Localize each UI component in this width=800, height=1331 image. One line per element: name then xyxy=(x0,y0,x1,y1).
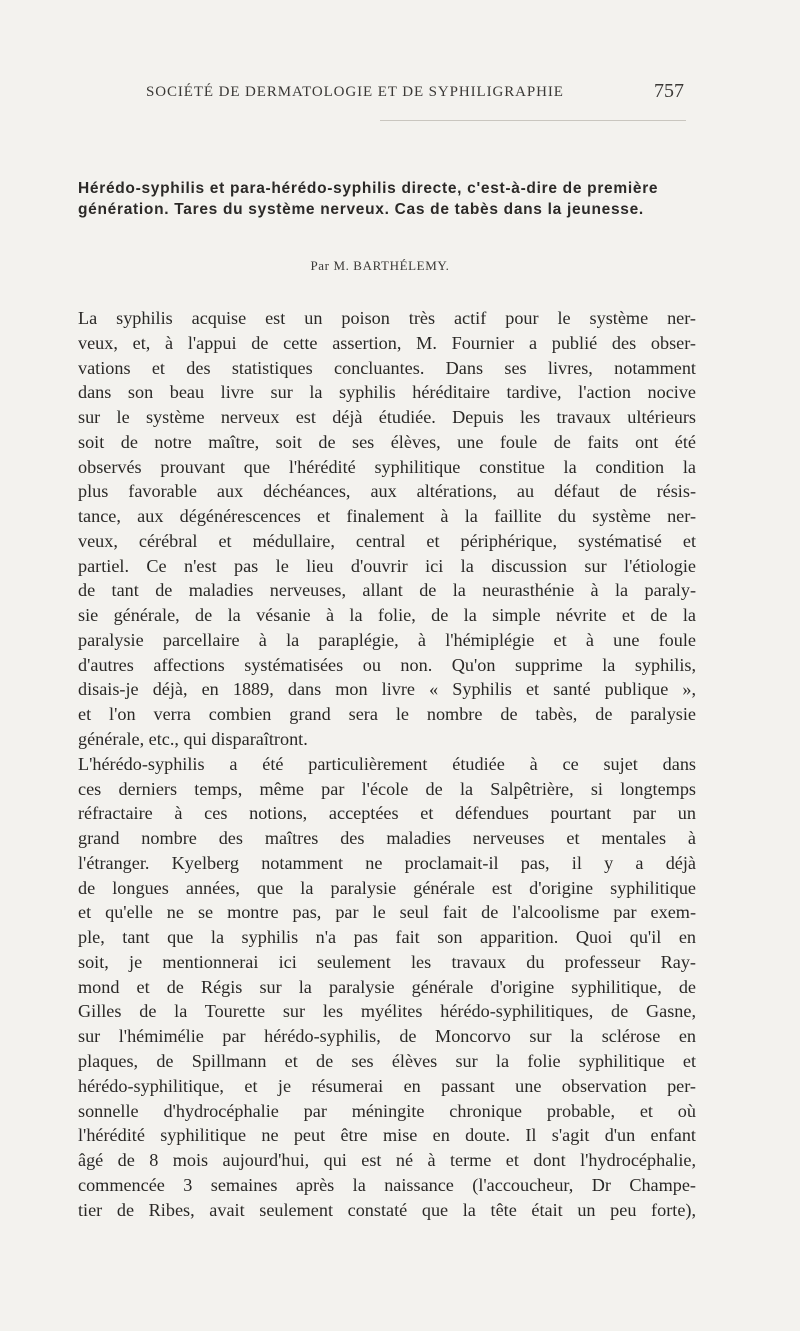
body-line: sonnelle d'hydrocéphalie par méningite chronique probable, et où xyxy=(78,1100,696,1121)
body-line: observés prouvant que l'hérédité syphilitique constitue la condition la xyxy=(78,456,696,477)
body-line: l'hérédité syphilitique ne peut être mise en doute. Il s'agit d'un enfant xyxy=(78,1125,696,1146)
header-rule xyxy=(380,120,686,121)
body-line: tance, aux dégénérescences et finalement à la faillite du système ner- xyxy=(78,506,696,527)
body-line: L'hérédo-syphilis a été particulièrement étudiée à ce sujet dans xyxy=(78,753,696,774)
body-line: partiel. Ce n'est pas le lieu d'ouvrir ici la discussion sur l'étiologie xyxy=(78,555,696,576)
body-line: l'étranger. Kyelberg notamment ne proclamait-il pas, il y a déjà xyxy=(78,852,696,873)
body-line: plaques, de Spillmann et de ses élèves sur la folie syphilitique et xyxy=(78,1050,696,1071)
body-line: commencée 3 semaines après la naissance (l'accoucheur, Dr Champe- xyxy=(78,1174,696,1195)
body-line: mond et de Régis sur la paralysie générale d'origine syphilitique, de xyxy=(78,976,696,997)
body-line: dans son beau livre sur la syphilis héréditaire tardive, l'action nocive xyxy=(78,382,696,403)
body-line: disais-je déjà, en 1889, dans mon livre « Syphilis et santé publique », xyxy=(78,679,696,700)
body-line: plus favorable aux déchéances, aux altérations, au défaut de résis- xyxy=(78,481,696,502)
body-line: ple, tant que la syphilis n'a pas fait son apparition. Quoi qu'il en xyxy=(78,927,696,948)
body-line: générale, etc., qui disparaîtront. xyxy=(78,729,308,750)
byline: Par M. BARTHÉLEMY. xyxy=(310,258,450,273)
body-line: tier de Ribes, avait seulement constaté que la tête était un peu forte), xyxy=(78,1199,696,1220)
body-line: soit, je mentionnerai ici seulement les travaux du professeur Ray- xyxy=(78,951,696,972)
body-line: La syphilis acquise est un poison très actif pour le système ner- xyxy=(78,308,696,328)
body-line: Gilles de la Tourette sur les myélites hérédo-syphilitiques, de Gasne, xyxy=(78,1001,696,1022)
body-line: vations et des statistiques concluantes. Dans ses livres, notamment xyxy=(78,357,696,378)
body-line: ces derniers temps, même par l'école de la Salpêtrière, si longtemps xyxy=(78,778,696,799)
body-line: et qu'elle ne se montre pas, par le seul fait de l'alcoolisme par exem- xyxy=(78,902,696,923)
body-line: sur l'hémimélie par hérédo-syphilis, de Moncorvo sur la sclérose en xyxy=(78,1026,696,1047)
article-body xyxy=(78,306,696,1222)
body-line: d'autres affections systématisées ou non. Qu'on supprime la syphilis, xyxy=(78,654,696,675)
body-line: paralysie parcellaire à la paraplégie, à l'hémiplégie et à une foule xyxy=(78,629,696,650)
running-head xyxy=(146,80,684,108)
body-line: et l'on verra combien grand sera le nombre de tabès, de paralysie xyxy=(78,704,696,725)
page-number: 757 xyxy=(654,80,684,102)
body-line: de tant de maladies nerveuses, allant de la neurasthénie à la paraly- xyxy=(78,580,696,601)
body-line: âgé de 8 mois aujourd'hui, qui est né à terme et dont l'hydrocéphalie, xyxy=(78,1150,696,1171)
article-title: Hérédo-syphilis et para-hérédo-syphilis directe, c'est-à-dire de première génération. Tares du système nerveux. Cas de tabès dans la jeunesse. xyxy=(78,180,659,218)
body-line: de longues années, que la paralysie générale est d'origine syphilitique xyxy=(78,877,696,898)
body-line: grand nombre des maîtres des maladies nerveuses et mentales à xyxy=(78,828,696,849)
body-line: veux, et, à l'appui de cette assertion, M. Fournier a publié des obser- xyxy=(78,332,696,353)
body-line: soit de notre maître, soit de ses élèves, une foule de faits ont été xyxy=(78,431,696,452)
body-line: sie générale, de la vésanie à la folie, de la simple névrite et de la xyxy=(78,605,696,626)
body-line: réfractaire à ces notions, acceptées et défendues pourtant par un xyxy=(78,803,696,824)
body-line: veux, cérébral et médullaire, central et périphérique, systématisé et xyxy=(78,530,696,551)
running-title: SOCIÉTÉ DE DERMATOLOGIE ET DE SYPHILIGRAPHIE xyxy=(146,84,564,100)
body-line: sur le système nerveux est déjà étudiée. Depuis les travaux ultérieurs xyxy=(78,407,696,428)
body-line: hérédo-syphilitique, et je résumerai en passant une observation per- xyxy=(78,1075,696,1096)
